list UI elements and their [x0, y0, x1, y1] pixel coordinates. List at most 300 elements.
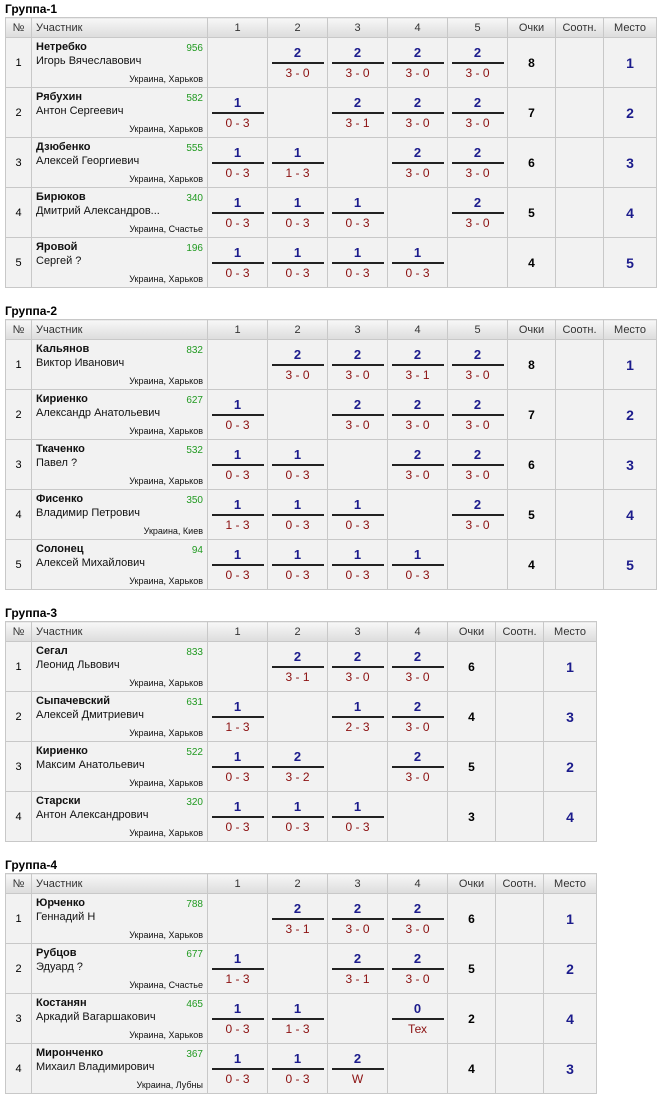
match-score: 3 - 0	[405, 166, 430, 180]
result-divider	[392, 262, 444, 264]
match-result[interactable]	[268, 38, 328, 88]
match-points: 1	[233, 799, 242, 814]
header-player: Участник	[32, 18, 208, 38]
result-divider	[272, 1068, 324, 1070]
match-result[interactable]	[388, 944, 448, 994]
player-first-name: Игорь Вячеславович	[36, 55, 142, 67]
match-result[interactable]	[328, 540, 388, 590]
table-row	[6, 742, 597, 792]
player-last-name[interactable]: Яровой	[36, 241, 78, 253]
match-result[interactable]	[328, 490, 388, 540]
match-result[interactable]	[208, 238, 268, 288]
match-points: 1	[233, 1001, 242, 1016]
player-last-name[interactable]: Сыпачевский	[36, 695, 110, 707]
match-result[interactable]	[328, 1044, 388, 1094]
result-divider	[212, 212, 264, 214]
match-result[interactable]	[268, 540, 328, 590]
result-divider	[272, 364, 324, 366]
match-result[interactable]	[448, 440, 508, 490]
result-divider	[332, 564, 384, 566]
self-match-cell	[268, 390, 328, 440]
match-score: 3 - 0	[465, 216, 490, 230]
match-score: 3 - 0	[345, 922, 370, 936]
player-cell[interactable]	[32, 440, 208, 490]
total-points: 6	[448, 894, 496, 944]
player-rating: 94	[191, 545, 203, 556]
group-title: Группа-1	[5, 2, 58, 16]
total-points: 4	[448, 1044, 496, 1094]
row-number: 1	[6, 642, 32, 692]
match-result[interactable]	[328, 188, 388, 238]
header-points: Очки	[508, 320, 556, 340]
player-rating: 350	[186, 495, 203, 506]
final-place: 5	[604, 238, 657, 288]
player-last-name[interactable]: Кальянов	[36, 343, 90, 355]
match-points: 1	[293, 1051, 302, 1066]
header-points: Очки	[448, 874, 496, 894]
result-divider	[332, 1068, 384, 1070]
player-city: Украина, Харьков	[129, 678, 203, 688]
result-divider	[212, 514, 264, 516]
header-num: №	[6, 320, 32, 340]
player-city: Украина, Киев	[143, 526, 203, 536]
match-points: 1	[293, 497, 302, 512]
match-points: 1	[233, 699, 242, 714]
group-table	[5, 873, 597, 1094]
player-last-name[interactable]: Ткаченко	[36, 443, 85, 455]
match-points: 2	[473, 347, 482, 362]
match-result[interactable]	[328, 390, 388, 440]
match-score: 1 - 3	[225, 972, 250, 986]
match-result[interactable]	[448, 188, 508, 238]
match-result[interactable]	[328, 792, 388, 842]
result-divider	[332, 514, 384, 516]
total-points: 2	[448, 994, 496, 1044]
match-result[interactable]	[268, 642, 328, 692]
final-place: 1	[604, 340, 657, 390]
player-last-name[interactable]: Костанян	[36, 997, 87, 1009]
result-divider	[272, 62, 324, 64]
match-result[interactable]	[448, 490, 508, 540]
match-result[interactable]	[448, 38, 508, 88]
row-number: 2	[6, 692, 32, 742]
match-score: Тех	[407, 1022, 428, 1036]
final-place: 1	[544, 642, 597, 692]
match-points: 1	[233, 547, 242, 562]
ratio-cell	[556, 38, 604, 88]
match-result[interactable]	[328, 642, 388, 692]
player-cell[interactable]	[32, 238, 208, 288]
match-result[interactable]	[208, 994, 268, 1044]
group-title: Группа-4	[5, 858, 58, 872]
header-opponent-2: 2	[268, 622, 328, 642]
match-points: 1	[233, 245, 242, 260]
match-result[interactable]	[208, 88, 268, 138]
match-result[interactable]	[208, 440, 268, 490]
match-points: 1	[233, 749, 242, 764]
match-points: 2	[293, 45, 302, 60]
match-points: 1	[353, 699, 362, 714]
group-title: Группа-2	[5, 304, 58, 318]
header-opponent-2: 2	[268, 874, 328, 894]
match-result[interactable]	[328, 340, 388, 390]
row-number: 2	[6, 944, 32, 994]
row-number: 4	[6, 490, 32, 540]
result-divider	[332, 262, 384, 264]
match-result[interactable]	[268, 340, 328, 390]
player-cell[interactable]	[32, 138, 208, 188]
match-result[interactable]	[208, 1044, 268, 1094]
self-match-cell	[208, 894, 268, 944]
row-number: 3	[6, 994, 32, 1044]
match-points: 2	[293, 649, 302, 664]
match-points: 2	[353, 397, 362, 412]
result-divider	[272, 464, 324, 466]
match-points: 2	[473, 397, 482, 412]
header-opponent-1: 1	[208, 622, 268, 642]
result-divider	[272, 162, 324, 164]
header-opponent-3: 3	[328, 874, 388, 894]
match-score: 0 - 3	[405, 266, 430, 280]
player-cell[interactable]	[32, 692, 208, 742]
self-match-cell	[448, 238, 508, 288]
match-result[interactable]	[388, 340, 448, 390]
result-divider	[212, 564, 264, 566]
player-cell[interactable]	[32, 994, 208, 1044]
match-result[interactable]	[388, 138, 448, 188]
match-result[interactable]	[208, 742, 268, 792]
result-divider	[452, 514, 504, 516]
result-divider	[272, 1018, 324, 1020]
match-result[interactable]	[448, 340, 508, 390]
result-divider	[332, 816, 384, 818]
group-table	[5, 621, 597, 842]
result-divider	[332, 968, 384, 970]
match-result[interactable]	[388, 994, 448, 1044]
match-result[interactable]	[268, 490, 328, 540]
match-score: 3 - 0	[345, 418, 370, 432]
match-points: 1	[353, 497, 362, 512]
player-last-name[interactable]: Миронченко	[36, 1047, 104, 1059]
match-result[interactable]	[388, 440, 448, 490]
ratio-cell	[496, 994, 544, 1044]
match-result[interactable]	[388, 540, 448, 590]
ratio-cell	[556, 138, 604, 188]
result-divider	[212, 716, 264, 718]
match-score: 3 - 0	[405, 922, 430, 936]
player-last-name[interactable]: Сегал	[36, 645, 68, 657]
ratio-cell	[556, 490, 604, 540]
match-score: 3 - 0	[345, 368, 370, 382]
match-score: 3 - 0	[285, 66, 310, 80]
match-score: 3 - 0	[405, 468, 430, 482]
match-score: 3 - 0	[405, 720, 430, 734]
player-rating: 627	[186, 395, 203, 406]
match-points: 2	[353, 95, 362, 110]
match-score: 0 - 3	[225, 266, 250, 280]
result-divider	[212, 816, 264, 818]
final-place: 3	[544, 692, 597, 742]
table-row	[6, 440, 657, 490]
result-divider	[392, 666, 444, 668]
match-points: 1	[233, 195, 242, 210]
match-result[interactable]	[448, 138, 508, 188]
player-last-name[interactable]: Кириенко	[36, 393, 88, 405]
match-result[interactable]	[208, 188, 268, 238]
match-points: 2	[413, 901, 422, 916]
result-divider	[332, 62, 384, 64]
final-place: 2	[604, 88, 657, 138]
match-result[interactable]	[208, 944, 268, 994]
result-divider	[392, 918, 444, 920]
final-place: 3	[604, 440, 657, 490]
player-cell[interactable]	[32, 1044, 208, 1094]
header-num: №	[6, 18, 32, 38]
player-city: Украина, Харьков	[129, 930, 203, 940]
result-divider	[212, 968, 264, 970]
player-last-name[interactable]: Бирюков	[36, 191, 86, 203]
player-rating: 956	[186, 43, 203, 54]
result-divider	[392, 162, 444, 164]
match-result[interactable]	[268, 138, 328, 188]
table-row	[6, 894, 597, 944]
self-match-cell	[268, 88, 328, 138]
match-points: 1	[293, 799, 302, 814]
player-first-name: Эдуард ?	[36, 961, 83, 973]
row-number: 2	[6, 88, 32, 138]
match-result[interactable]	[328, 88, 388, 138]
match-result[interactable]	[388, 692, 448, 742]
player-city: Украина, Харьков	[129, 74, 203, 84]
match-score: 0 - 3	[225, 468, 250, 482]
header-opponent-4: 4	[388, 18, 448, 38]
player-cell[interactable]	[32, 894, 208, 944]
result-divider	[212, 1068, 264, 1070]
final-place: 4	[604, 490, 657, 540]
match-score: 0 - 3	[285, 568, 310, 582]
match-result[interactable]	[388, 238, 448, 288]
result-divider	[272, 816, 324, 818]
match-result[interactable]	[208, 138, 268, 188]
player-first-name: Александр Анатольевич	[36, 407, 161, 419]
result-divider	[212, 262, 264, 264]
player-cell[interactable]	[32, 540, 208, 590]
player-cell[interactable]	[32, 742, 208, 792]
final-place: 1	[544, 894, 597, 944]
player-city: Украина, Харьков	[129, 476, 203, 486]
player-cell[interactable]	[32, 642, 208, 692]
table-header	[6, 874, 597, 894]
player-city: Украина, Харьков	[129, 426, 203, 436]
player-city: Украина, Харьков	[129, 376, 203, 386]
self-match-cell	[208, 642, 268, 692]
match-result[interactable]	[208, 390, 268, 440]
player-rating: 677	[186, 949, 203, 960]
match-result[interactable]	[268, 188, 328, 238]
match-result[interactable]	[388, 742, 448, 792]
player-city: Украина, Харьков	[129, 1030, 203, 1040]
row-number: 3	[6, 742, 32, 792]
match-score: 3 - 0	[465, 166, 490, 180]
match-score: 3 - 0	[465, 518, 490, 532]
player-rating: 555	[186, 143, 203, 154]
match-score: 0 - 3	[285, 468, 310, 482]
match-score: 1 - 3	[225, 720, 250, 734]
result-divider	[452, 62, 504, 64]
player-last-name[interactable]: Фисенко	[36, 493, 84, 505]
header-opponent-2: 2	[268, 18, 328, 38]
result-divider	[392, 414, 444, 416]
player-first-name: Алексей Михайлович	[36, 557, 145, 569]
match-score: 0 - 3	[225, 568, 250, 582]
match-points: 2	[353, 649, 362, 664]
match-result[interactable]	[268, 792, 328, 842]
player-cell[interactable]	[32, 390, 208, 440]
total-points: 5	[508, 188, 556, 238]
player-last-name[interactable]: Солонец	[36, 543, 84, 555]
match-score: 0 - 3	[345, 518, 370, 532]
match-score: 0 - 3	[345, 820, 370, 834]
match-points: 1	[293, 447, 302, 462]
self-match-cell	[328, 994, 388, 1044]
match-score: 0 - 3	[225, 166, 250, 180]
result-divider	[452, 112, 504, 114]
match-score: 3 - 0	[405, 770, 430, 784]
player-cell[interactable]	[32, 38, 208, 88]
total-points: 5	[448, 742, 496, 792]
final-place: 5	[604, 540, 657, 590]
player-last-name[interactable]: Рубцов	[36, 947, 77, 959]
match-result[interactable]	[328, 944, 388, 994]
self-match-cell	[208, 340, 268, 390]
match-score: 0 - 3	[405, 568, 430, 582]
match-result[interactable]	[328, 692, 388, 742]
match-result[interactable]	[208, 792, 268, 842]
player-first-name: Леонид Львович	[36, 659, 120, 671]
total-points: 5	[448, 944, 496, 994]
match-result[interactable]	[268, 440, 328, 490]
match-result[interactable]	[388, 88, 448, 138]
player-cell[interactable]	[32, 88, 208, 138]
player-cell[interactable]	[32, 792, 208, 842]
match-result[interactable]	[268, 238, 328, 288]
match-points: 1	[233, 951, 242, 966]
match-result[interactable]	[208, 540, 268, 590]
match-result[interactable]	[268, 1044, 328, 1094]
player-city: Украина, Харьков	[129, 828, 203, 838]
header-num: №	[6, 874, 32, 894]
row-number: 4	[6, 792, 32, 842]
match-score: 3 - 0	[465, 418, 490, 432]
total-points: 7	[508, 88, 556, 138]
table-row	[6, 944, 597, 994]
header-opponent-4: 4	[388, 320, 448, 340]
player-last-name[interactable]: Юрченко	[36, 897, 86, 909]
match-points: 2	[413, 699, 422, 714]
player-last-name[interactable]: Кириенко	[36, 745, 88, 757]
match-result[interactable]	[388, 894, 448, 944]
match-points: 1	[413, 245, 422, 260]
match-score: 0 - 3	[225, 770, 250, 784]
row-number: 2	[6, 390, 32, 440]
match-result[interactable]	[328, 894, 388, 944]
match-result[interactable]	[328, 238, 388, 288]
player-first-name: Алексей Георгиевич	[36, 155, 140, 167]
player-last-name[interactable]: Дзюбенко	[36, 141, 91, 153]
result-divider	[272, 666, 324, 668]
header-opponent-5: 5	[448, 320, 508, 340]
player-city: Украина, Лубны	[136, 1080, 203, 1090]
result-divider	[332, 716, 384, 718]
player-cell[interactable]	[32, 188, 208, 238]
match-score: 3 - 0	[345, 670, 370, 684]
match-points: 2	[473, 45, 482, 60]
player-cell[interactable]	[32, 944, 208, 994]
match-score: 3 - 0	[405, 66, 430, 80]
result-divider	[452, 162, 504, 164]
self-match-cell	[328, 742, 388, 792]
player-last-name[interactable]: Рябухин	[36, 91, 83, 103]
result-divider	[332, 212, 384, 214]
result-divider	[212, 112, 264, 114]
header-opponent-5: 5	[448, 18, 508, 38]
match-result[interactable]	[388, 642, 448, 692]
match-points: 2	[473, 195, 482, 210]
match-result[interactable]	[448, 390, 508, 440]
player-first-name: Алексей Дмитриевич	[36, 709, 144, 721]
header-opponent-4: 4	[388, 622, 448, 642]
match-result[interactable]	[268, 994, 328, 1044]
result-divider	[452, 414, 504, 416]
player-cell[interactable]	[32, 490, 208, 540]
match-score: 2 - 3	[345, 720, 370, 734]
match-result[interactable]	[388, 390, 448, 440]
match-result[interactable]	[268, 742, 328, 792]
player-cell[interactable]	[32, 340, 208, 390]
match-result[interactable]	[268, 894, 328, 944]
match-result[interactable]	[208, 490, 268, 540]
match-points: 2	[413, 951, 422, 966]
player-city: Украина, Харьков	[129, 576, 203, 586]
header-player: Участник	[32, 874, 208, 894]
result-divider	[212, 162, 264, 164]
player-last-name[interactable]: Нетребко	[36, 41, 87, 53]
result-divider	[212, 1018, 264, 1020]
match-points: 2	[413, 749, 422, 764]
match-result[interactable]	[328, 38, 388, 88]
self-match-cell	[328, 138, 388, 188]
ratio-cell	[556, 88, 604, 138]
player-last-name[interactable]: Старски	[36, 795, 81, 807]
match-score: 3 - 0	[405, 116, 430, 130]
table-row	[6, 38, 657, 88]
row-number: 3	[6, 440, 32, 490]
result-divider	[452, 212, 504, 214]
match-result[interactable]	[208, 692, 268, 742]
ratio-cell	[496, 742, 544, 792]
table-header	[6, 622, 597, 642]
match-result[interactable]	[388, 38, 448, 88]
player-city: Украина, Харьков	[129, 274, 203, 284]
result-divider	[332, 666, 384, 668]
match-points: 1	[353, 245, 362, 260]
match-score: 0 - 3	[285, 216, 310, 230]
player-first-name: Антон Сергеевич	[36, 105, 124, 117]
match-points: 1	[353, 547, 362, 562]
table-header	[6, 320, 657, 340]
match-result[interactable]	[448, 88, 508, 138]
result-divider	[212, 766, 264, 768]
